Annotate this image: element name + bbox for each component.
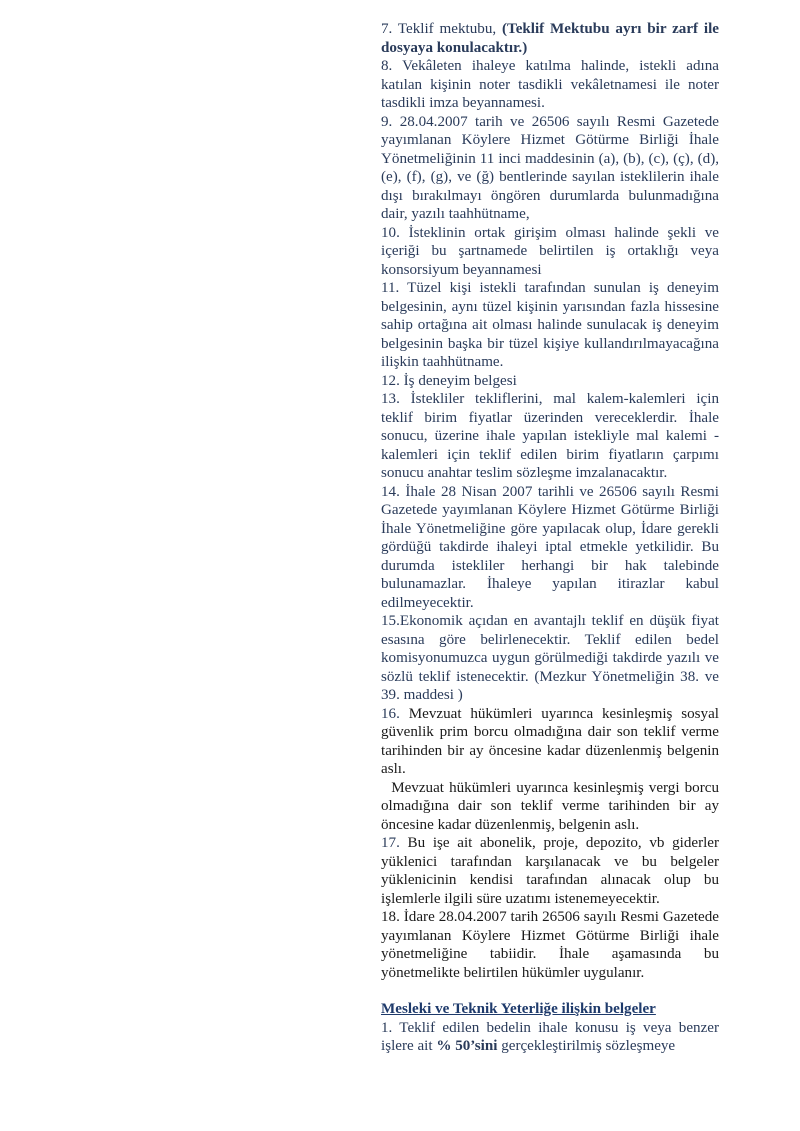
item-8: 8. Vekâleten ihaleye katılma halinde, istekli adına katılan kişinin noter tasdikli vekâletnamesi ile noter tasdikli imza beyannamesi. — [381, 58, 719, 111]
item-9: 9. 28.04.2007 tarih ve 26506 sayılı Resmi Gazetede yayımlanan Köylere Hizmet Götürme Birliği İhale Yönetmeliğinin 11 inci maddesinin (a), (b), (c), (ç), (d), (e), (f), (g), ve (ğ) bentlerinde sayılan isteklilerin ihale dışı bırakılmayı öngören durumlarda bulunmadığına dair, yazılı taahhütname, — [381, 113, 719, 222]
section-heading: Mesleki ve Teknik Yeterliğe ilişkin belgeler — [381, 1001, 656, 1017]
item-17-number: 17. — [381, 835, 408, 851]
section-item-1-text-b: gerçekleştirilmiş sözleşmeye — [497, 1038, 676, 1054]
item-7 — [381, 20, 719, 57]
item-7-text: 7. Teklif mektubu, — [381, 21, 502, 37]
item-18: 18. İdare 28.04.2007 tarih 26506 sayılı Resmi Gazetede yayımlanan Köylere Hizmet Götürme Birliği ihale yönetmeliğine tabiidir. İhale aşamasında bu yönetmelikte belirtilen hükümler uygulanır. — [381, 909, 719, 981]
section-item-1-bold: % 50’sini — [436, 1038, 498, 1054]
item-17-text: Bu işe ait abonelik, proje, depozito, vb giderler yüklenici tarafından karşılanacak ve bu belgeler yüklenicinin kendisi tarafından alınacak olup bu işlemlerle ilgili süre uzatımı istenemeyecektir. — [381, 835, 720, 907]
section-item-1 — [381, 1019, 719, 1056]
item-11: 11. Tüzel kişi istekli tarafından sunulan iş deneyim belgesinin, aynı tüzel kişinin yarısından fazla hissesine sahip ortağına ait olması halinde sunulacak iş deneyim belgesinin başka bir tüzel kişiye kullandırılmayacağına ilişkin taahhütname. — [381, 280, 719, 370]
item-16-text: Mevzuat hükümleri uyarınca kesinleşmiş sosyal güvenlik prim borcu olmadığına dair son teklif verme tarihinden bir ay öncesine kadar düzenlenmiş belgenin aslı. — [381, 705, 719, 777]
document-column — [381, 20, 723, 1056]
section-item-1-text-a: 1. Teklif edilen bedelin ihale konusu iş veya benzer işlere ait — [381, 1019, 719, 1054]
item-15: 15.Ekonomik açıdan en avantajlı teklif en düşük fiyat esasına göre belirlenecektir. Teklif edilen bedel komisyonumuzca uygun görülmediği takdirde yazılı ve sözlü teklif istenecektir. (Mezkur Yönetmeliğin 38. ve 39. maddesi ) — [381, 613, 719, 703]
item-12: 12. İş deneyim belgesi — [381, 372, 517, 389]
item-16-number: 16. — [381, 705, 409, 722]
section-spacer — [381, 982, 719, 1000]
item-14: 14. İhale 28 Nisan 2007 tarihli ve 26506 sayılı Resmi Gazetede yayımlanan Köylere Hizmet Götürme Birliği İhale Yönetmeliğine göre yapılacak olup, İdare gerekli gördüğü takdirde ihaleyi iptal etmekle yetkilidir. Bu durumda istekliler herhangi bir hak talebinde bulunamazlar. İhaleye yapılan itirazlar kabul edilmeyecektir. — [381, 483, 719, 611]
item-10: 10. İsteklinin ortak girişim olması halinde şekli ve içeriği bu şartnamede belirtilen iş ortaklığı veya konsorsiyum beyannamesi — [381, 224, 719, 278]
item-17 — [381, 834, 719, 908]
item-16b: Mevzuat hükümleri uyarınca kesinleşmiş vergi borcu olmadığına dair son teklif verme tarihinden bir ay öncesine kadar düzenlenmiş, belgenin aslı. — [381, 779, 723, 833]
item-16 — [381, 705, 719, 779]
item-13: 13. İstekliler tekliflerini, mal kalem-kalemleri için teklif birim fiyatlar üzerinden vereceklerdir. İhale sonucu, üzerine ihale yapılan istekliyle mal kalemi - kalemleri için teklif edilen birim fiyatların çarpımı sonucu anahtar teslim sözleşme imzalanacaktır. — [381, 391, 719, 481]
item-7-bold: (Teklif Mektubu ayrı bir zarf ile dosyaya konulacaktır.) — [381, 21, 719, 56]
